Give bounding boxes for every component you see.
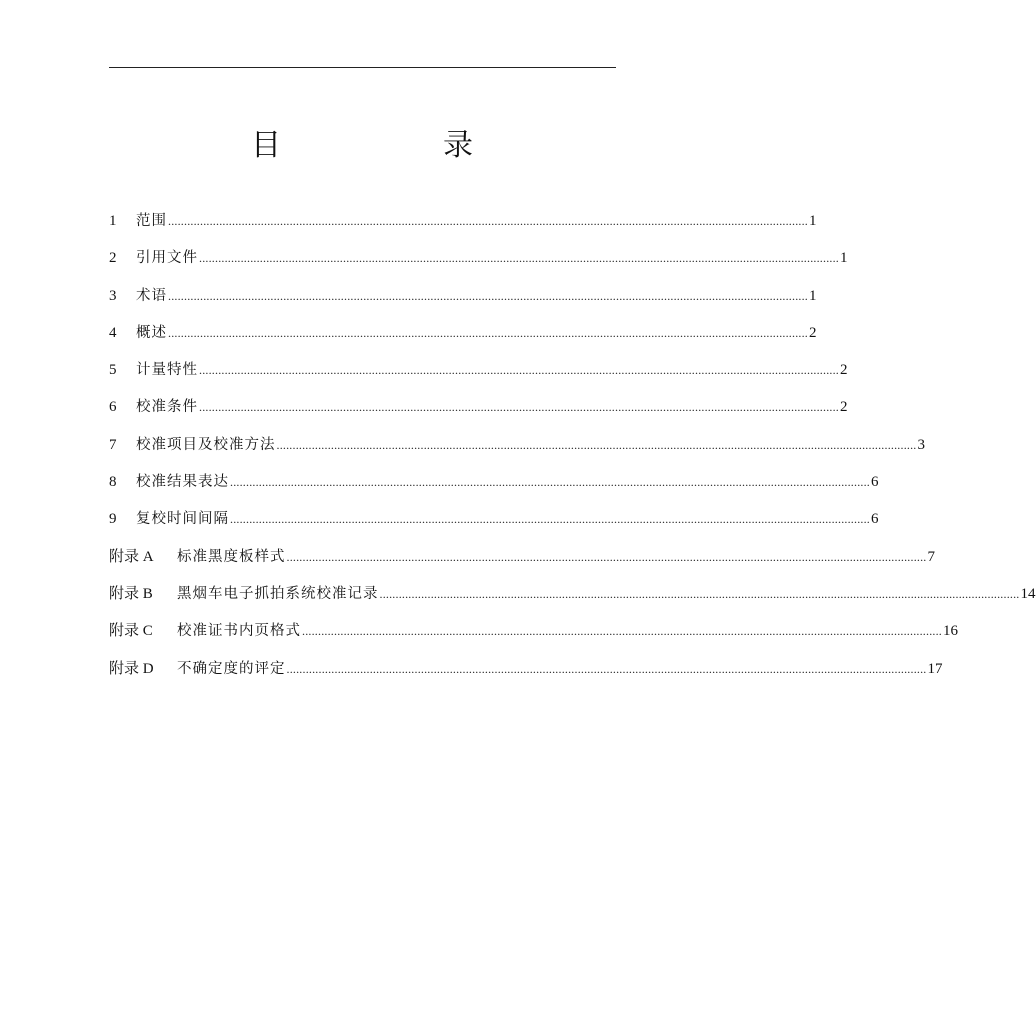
toc-entry-page: 6 xyxy=(871,474,879,491)
toc-entry[interactable] xyxy=(109,467,879,504)
toc-entry-number: 1 xyxy=(109,213,117,229)
toc-entry-number: 附录 C xyxy=(109,623,153,640)
header-rule xyxy=(109,67,616,68)
toc-entry-appendix[interactable] xyxy=(109,579,1036,616)
toc-dot-leader: ........................................................................................................................................................................................................ xyxy=(286,661,927,676)
toc-entry[interactable] xyxy=(109,281,817,318)
toc-entry-label: 范围 xyxy=(136,213,167,229)
toc-entry-label: 标准黑度板样式 xyxy=(177,548,286,565)
toc-entry-page: 2 xyxy=(840,362,848,379)
toc-entry-page: 14 xyxy=(1020,585,1036,602)
toc-entry-number: 6 xyxy=(109,399,117,416)
toc-entry-page: 3 xyxy=(917,436,925,453)
toc-entry-number: 附录 A xyxy=(109,548,154,565)
toc-entry-label: 术语 xyxy=(136,287,167,304)
toc-entry[interactable] xyxy=(109,504,879,541)
toc-entry-label: 校准条件 xyxy=(136,399,198,416)
toc-dot-leader: ........................................................................................................................................................................................................ xyxy=(230,512,870,527)
toc-entry-appendix[interactable] xyxy=(109,542,935,579)
toc-entry-page: 2 xyxy=(840,399,848,416)
toc-entry[interactable] xyxy=(109,355,848,392)
toc-entry-number: 8 xyxy=(109,474,117,491)
toc-dot-leader: ........................................................................................................................................................................................................ xyxy=(199,251,839,266)
toc-entry-label: 引用文件 xyxy=(136,250,198,267)
toc-title: 目 录 xyxy=(251,128,539,163)
toc-entry-page: 17 xyxy=(927,660,943,677)
toc-entry-page: 1 xyxy=(840,250,848,267)
toc-dot-leader: ........................................................................................................................................................................................................ xyxy=(379,586,1020,601)
toc-dot-leader: ........................................................................................................................................................................................................ xyxy=(276,437,917,452)
toc-entry-label: 不确定度的评定 xyxy=(177,660,286,677)
toc-entry-number: 9 xyxy=(109,511,117,528)
toc-entry-page: 16 xyxy=(943,623,958,640)
toc-entry-label: 概述 xyxy=(136,324,167,341)
toc-entry[interactable] xyxy=(109,318,817,355)
toc-entry-appendix[interactable] xyxy=(109,654,943,691)
toc-dot-leader: ........................................................................................................................................................................................................ xyxy=(302,624,942,639)
toc-entry-label: 校准证书内页格式 xyxy=(177,623,301,640)
toc-entry-number: 附录 D xyxy=(109,660,154,677)
toc-entry-label: 计量特性 xyxy=(136,362,198,379)
toc-list xyxy=(109,206,1036,691)
toc-entry-page: 6 xyxy=(871,511,879,528)
toc-dot-leader: ........................................................................................................................................................................................................ xyxy=(199,400,839,415)
toc-dot-leader: ........................................................................................................................................................................................................ xyxy=(286,549,927,564)
toc-dot-leader: ........................................................................................................................................................................................................ xyxy=(199,363,839,378)
toc-entry-number: 4 xyxy=(109,324,117,341)
toc-entry[interactable] xyxy=(109,206,817,243)
toc-dot-leader: ........................................................................................................................................................................................................ xyxy=(168,214,808,228)
toc-entry-number: 2 xyxy=(109,250,117,267)
toc-entry-number: 3 xyxy=(109,287,117,304)
toc-entry-label: 黑烟车电子抓拍系统校准记录 xyxy=(177,585,379,602)
toc-entry-number: 附录 B xyxy=(109,585,153,602)
toc-entry[interactable] xyxy=(109,392,848,429)
toc-entry-page: 7 xyxy=(927,548,935,565)
toc-entry-page: 1 xyxy=(809,213,817,229)
toc-dot-leader: ........................................................................................................................................................................................................ xyxy=(168,288,808,303)
toc-entry-appendix[interactable] xyxy=(109,616,958,653)
toc-entry[interactable] xyxy=(109,243,848,280)
toc-entry-page: 1 xyxy=(809,287,817,304)
toc-dot-leader: ........................................................................................................................................................................................................ xyxy=(168,325,808,340)
toc-entry-label: 复校时间间隔 xyxy=(136,511,229,528)
toc-dot-leader: ........................................................................................................................................................................................................ xyxy=(230,475,870,490)
toc-entry-label: 校准结果表达 xyxy=(136,474,229,491)
toc-entry-number: 5 xyxy=(109,362,117,379)
toc-entry-label: 校准项目及校准方法 xyxy=(136,436,276,453)
toc-entry[interactable] xyxy=(109,430,925,467)
toc-entry-page: 2 xyxy=(809,324,817,341)
toc-entry-number: 7 xyxy=(109,436,117,453)
